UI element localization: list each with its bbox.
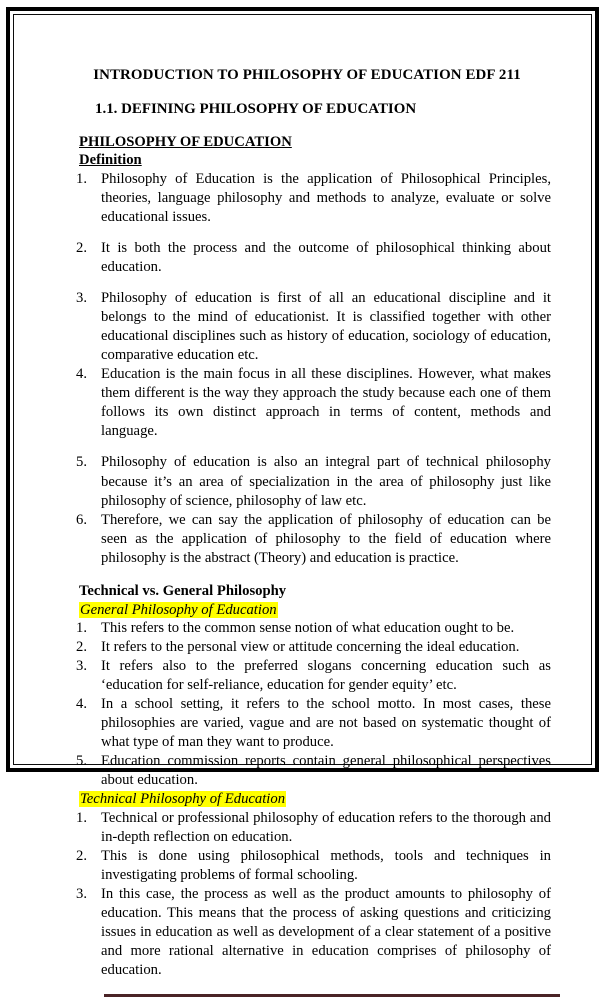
heading-general-philosophy-of-education <box>63 601 551 619</box>
list-item-number: 2. <box>76 638 87 655</box>
list-item-number: 4. <box>76 366 87 383</box>
list-item-text: It refers also to the preferred slogans concerning education such as ‘education for self-reliance, education for gender equity’ etc. <box>101 658 551 694</box>
list-item-number: 3. <box>76 658 87 675</box>
list-item-number: 1. <box>76 619 87 636</box>
list-item-number: 3. <box>76 885 87 902</box>
heading-philosophy-of-education: PHILOSOPHY OF EDUCATION <box>79 133 292 150</box>
list-item <box>63 453 551 510</box>
list-item-text: Technical or professional philosophy of education refers to the thorough and in-depth reflection on education. <box>101 809 551 845</box>
list-item <box>63 638 551 657</box>
list-item <box>63 511 551 568</box>
list-item-number: 2. <box>76 847 87 864</box>
list-item-number: 4. <box>76 696 87 713</box>
list-item <box>63 752 551 790</box>
heading-technical-philosophy-of-education <box>63 790 551 808</box>
list-item-number: 1. <box>76 809 87 826</box>
list-item-number: 5. <box>76 753 87 770</box>
page-title: INTRODUCTION TO PHILOSOPHY OF EDUCATION EDF 211 <box>93 67 521 83</box>
list-item <box>63 365 551 441</box>
list-item-text: Education commission reports contain general philosophical perspectives about education. <box>101 753 551 789</box>
list-item-text: It is both the process and the outcome of philosophical thinking about education. <box>101 239 551 275</box>
list-item <box>63 657 551 695</box>
list-item-number: 1. <box>76 170 87 187</box>
subheading-definition: Definition <box>79 151 142 168</box>
definition-list <box>63 170 551 568</box>
list-item <box>63 619 551 638</box>
list-item <box>63 170 551 227</box>
list-item <box>63 809 551 847</box>
heading-technical-vs-general-philosophy: Technical vs. General Philosophy <box>79 582 287 599</box>
list-item <box>63 289 551 365</box>
heading-general-philosophy-highlight: General Philosophy of Education <box>80 601 277 618</box>
list-item-text: In a school setting, it refers to the school motto. In most cases, these philosophies are varied, vague and are not based on systematic thought of what type of man they want to produce. <box>101 696 551 751</box>
list-item-number: 5. <box>76 454 87 471</box>
list-item-text: This is done using philosophical methods, tools and techniques in investigating problems of formal schooling. <box>101 847 551 883</box>
document-page <box>14 15 591 979</box>
list-item <box>63 695 551 752</box>
list-item-text: Philosophy of Education is the application of Philosophical Principles, theories, language philosophy and methods to analyze, evaluate or solve educational issues. <box>101 170 551 225</box>
heading-technical-philosophy-highlight: Technical Philosophy of Education <box>80 791 286 808</box>
list-item-text: Philosophy of education is also an integral part of technical philosophy because it’s an area of specialization in the area of philosophy just like philosophy of science, philosophy of law etc. <box>101 454 551 509</box>
list-item-text: This refers to the common sense notion of what education ought to be. <box>101 619 515 636</box>
section-heading: 1.1. DEFINING PHILOSOPHY OF EDUCATION <box>95 100 417 117</box>
list-item-text: Philosophy of education is first of all an educational discipline and it belongs to the mind of educationist. It is classified together with other educational disciplines such as history of education, sociology of education, comparative education etc. <box>101 289 551 364</box>
list-item-number: 2. <box>76 239 87 256</box>
list-item-text: Therefore, we can say the application of philosophy of education can be seen as the application of philosophy to the field of education where philosophy is the abstract (Theory) and education is practice. <box>101 511 551 566</box>
list-item <box>63 239 551 277</box>
list-item-text: In this case, the process as well as the product amounts to philosophy of education. This means that the process of asking questions and criticizing issues in education as well as development of a clear statement of a positive and more rational alternative in education comprises of philosophy of education. <box>101 885 551 979</box>
list-item-text: It refers to the personal view or attitude concerning the ideal education. <box>101 638 520 655</box>
list-item <box>63 847 551 885</box>
general-philosophy-list <box>63 619 551 791</box>
spacer <box>63 568 551 583</box>
list-item <box>63 885 551 980</box>
list-item-text: Education is the main focus in all these disciplines. However, what makes them different is the way they approach the study because each one of them follows its own distinct approach in terms of content, methods and language. <box>101 366 551 440</box>
page-border-inner <box>13 14 592 979</box>
technical-philosophy-list <box>63 809 551 981</box>
page-border-frame <box>6 7 599 979</box>
list-item-number: 3. <box>76 289 87 306</box>
list-item-number: 6. <box>76 511 87 528</box>
